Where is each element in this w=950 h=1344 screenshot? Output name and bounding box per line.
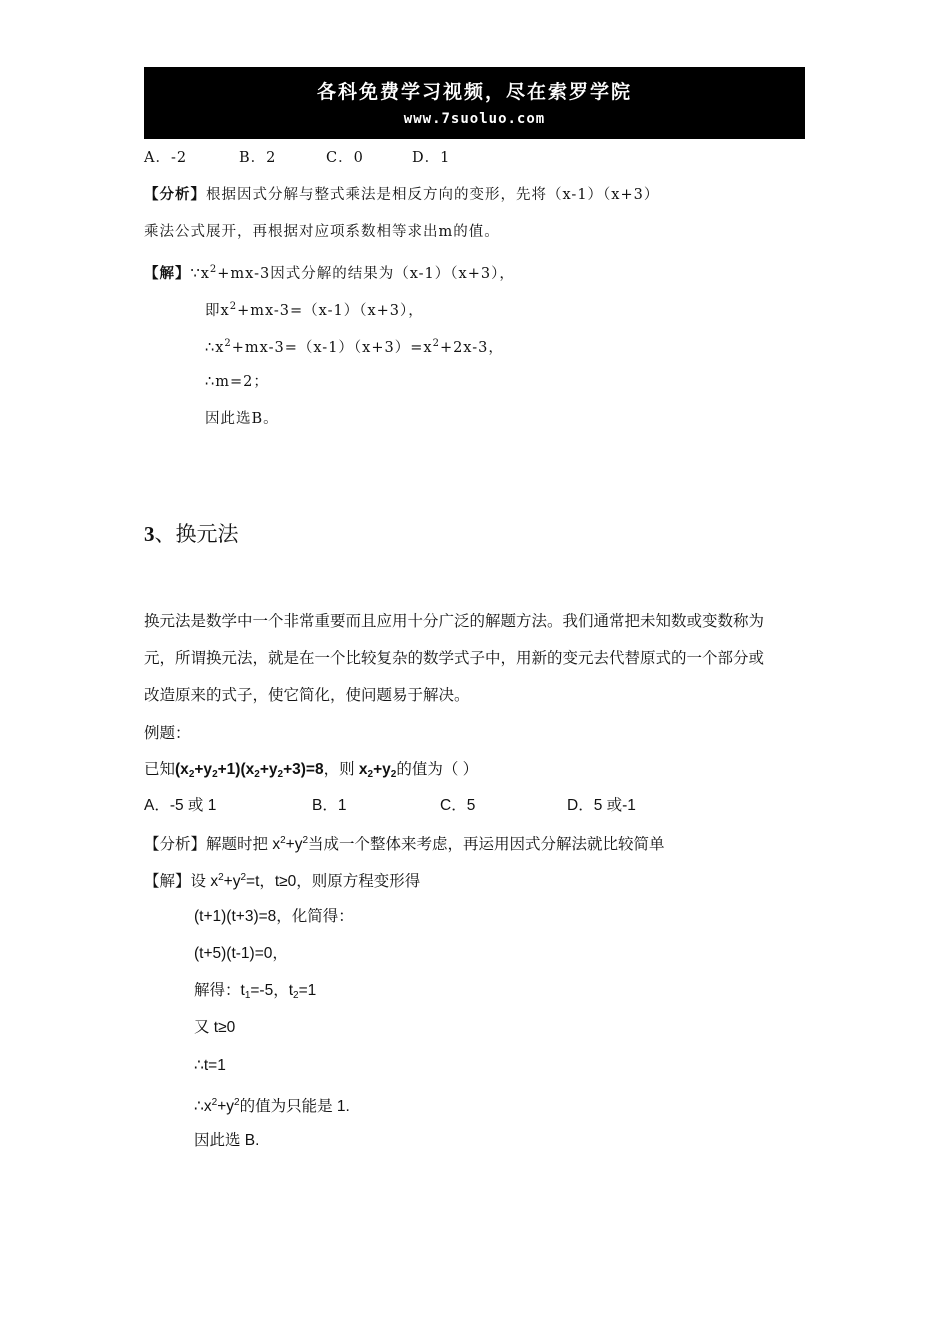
example-label: 例题： [144,725,191,742]
option-b: B．2 [239,150,277,166]
q-text: ，则 [323,761,359,778]
q2-options [144,148,450,168]
example-solution-line7: $\therefore x^2+y^2$的值为只能是 1. [194,1097,350,1115]
sol-text: +2x-3， [439,340,504,356]
q-text: 的值为（ ） [396,761,479,778]
example-solution-line1: 【解】设 $x^2+y^2=t$，t≥0，则原方程变形得 [144,872,421,890]
option-b: B．1 [312,797,347,814]
example-analysis: 【分析】解题时把 $x^2+y^2$当成一个整体来考虑，再运用因式分解法就比较简单 [144,835,665,853]
example-solution-line5: 又 t≥0 [194,1019,236,1036]
section-heading [144,518,239,548]
section-number: 3 [144,522,155,546]
example-solution-line8: 因此选 B. [194,1132,260,1149]
q2-analysis-line2: 乘法公式展开，再根据对应项系数相等求出m的值。 [144,224,500,240]
sol-text: ∵x [190,266,210,282]
section-title: 、换元法 [154,522,239,546]
analysis-tag: 【分析】 [144,186,206,203]
option-d: D．1 [412,150,451,166]
banner-title: 各科免费学习视频，尽在索罗学院 [316,81,632,103]
sol-text: +mx-3=（x-1）（x+3）， [237,303,424,319]
intro-line3: 改造原来的式子，使它简化，使问题易于解决。 [144,687,470,704]
example-solution-line2: (t+1)(t+3)=8，化简得： [194,908,354,925]
option-c: C．5 [440,797,476,814]
option-d: D．5 或-1 [567,797,636,814]
solution-tag: 【解】 [144,873,191,890]
q2-solution-line1 [144,260,515,284]
sol-text: ∴x [205,340,225,356]
superscript: 2 [224,338,232,349]
q-target: $x_2+y_2$ [358,761,397,780]
example-options [144,793,808,815]
banner-url: www.7suoluo.com [403,111,546,127]
q-text: 已知 [144,761,176,778]
q2-solution-line4: ∴m=2； [205,374,269,390]
q2-analysis-line1 [144,185,659,205]
example-solution-line4: 解得：$t_1=-5$，$t_2=1$ [194,982,317,1001]
q2-solution-line2 [205,297,424,321]
sol-text: +mx-3=（x-1）（x+3）=x [231,340,433,356]
superscript: 2 [209,264,218,275]
option-a: A．-2 [144,150,188,166]
intro-line1: 换元法是数学中一个非常重要而且应用十分广泛的解题方法。我们通常把未知数或变数称为 [144,613,765,630]
example-solution-line6: ∴t=1 [194,1057,226,1074]
intro-line2: 元，所谓换元法，就是在一个比较复杂的数学式子中，用新的变元去代替原式的一个部分或 [144,650,765,667]
superscript: 2 [229,301,238,312]
header-banner [144,67,805,139]
sol-text: +mx-3因式分解的结果为（x-1）（x+3）， [217,266,515,282]
example-solution-line3: (t+5)(t-1)=0， [194,945,288,962]
sol-text: 即x [205,303,230,319]
superscript: 2 [432,338,440,349]
analysis-text: 根据因式分解与整式乘法是相反方向的变形，先将（x-1）（x+3） [206,187,660,203]
example-question [144,757,808,780]
analysis-tag: 【分析】 [144,836,207,853]
option-a: A．-5 或 1 [144,797,217,814]
q2-solution-line5: 因此选B。 [205,411,279,427]
solution-tag: 【解】 [144,265,191,282]
q-equation: $(x_2+y_2+1)(x_2+y_2+3)=8$ [175,761,324,780]
option-c: C．0 [326,150,364,166]
q2-solution-line3 [205,334,504,358]
